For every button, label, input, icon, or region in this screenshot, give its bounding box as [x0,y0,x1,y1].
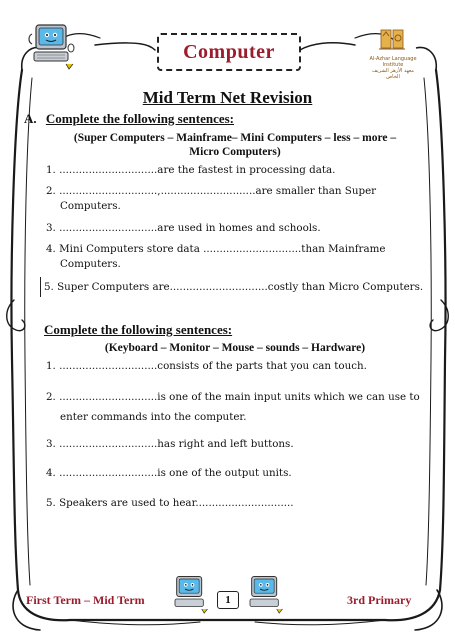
section-b-item-5: 5. Speakers are used to hear.............................. [46,497,294,509]
section-a-item-5: 5. Super Computers are..............................costly than Micro Computers. [44,281,424,293]
section-a-item-4: 4. Mini Computers store data ..............................than Mainframe Computers. [46,243,386,270]
computer-mascot-icon [28,22,76,70]
word-bank-b-line-1: (Keyboard – Monitor – Mouse – sounds – Hardware) [104,342,366,354]
section-b-item-3: 3. ..............................has right and left buttons. [46,438,294,450]
section-a-label: A. [24,111,37,126]
footer-term: First Term – Mid Term [26,593,145,607]
title-box [157,33,301,71]
section-b-title [44,322,232,338]
page-title: Computer [183,40,275,63]
logo-caption-ar: معهد الأزهر الشريف الخاص [372,68,414,80]
section-a-item-1: 1. ..............................are the fastest in processing data. [46,164,336,176]
footer-grade: 3rd Primary [347,593,412,607]
word-bank-line-2: Micro Computers) [189,146,281,158]
logo-caption-en: Al-Azhar Language Institute [369,56,417,68]
page-number: 1 [217,591,239,609]
section-a-item-3: 3. ..............................are used in homes and schools. [46,222,321,234]
revision-heading: Mid Term Net Revision [142,88,313,107]
institute-logo [367,28,419,80]
section-a-title [24,111,234,127]
section-b-heading: Complete the following sentences: [44,322,233,337]
section-a-item-2: 2. ..............................,.............................are smaller than Super Computers. [46,185,377,212]
section-b-item-2: 2. ..............................is one of the main input units which we can use to enter commands into the computer. [46,391,420,423]
computer-mascot-icon [170,574,210,614]
section-b-item-4: 4. ..............................is one of the output units. [46,467,292,479]
section-b-word-bank [40,341,430,355]
section-a-word-bank [40,131,430,159]
institute-logo-icon [367,28,419,52]
section-a-heading: Complete the following sentences: [45,111,234,126]
section-b-item-1: 1. ..............................consists of the parts that you can touch. [46,360,367,372]
computer-mascot-icon [245,574,285,614]
word-bank-line-1: (Super Computers – Mainframe– Mini Computers – less – more – [73,132,397,144]
